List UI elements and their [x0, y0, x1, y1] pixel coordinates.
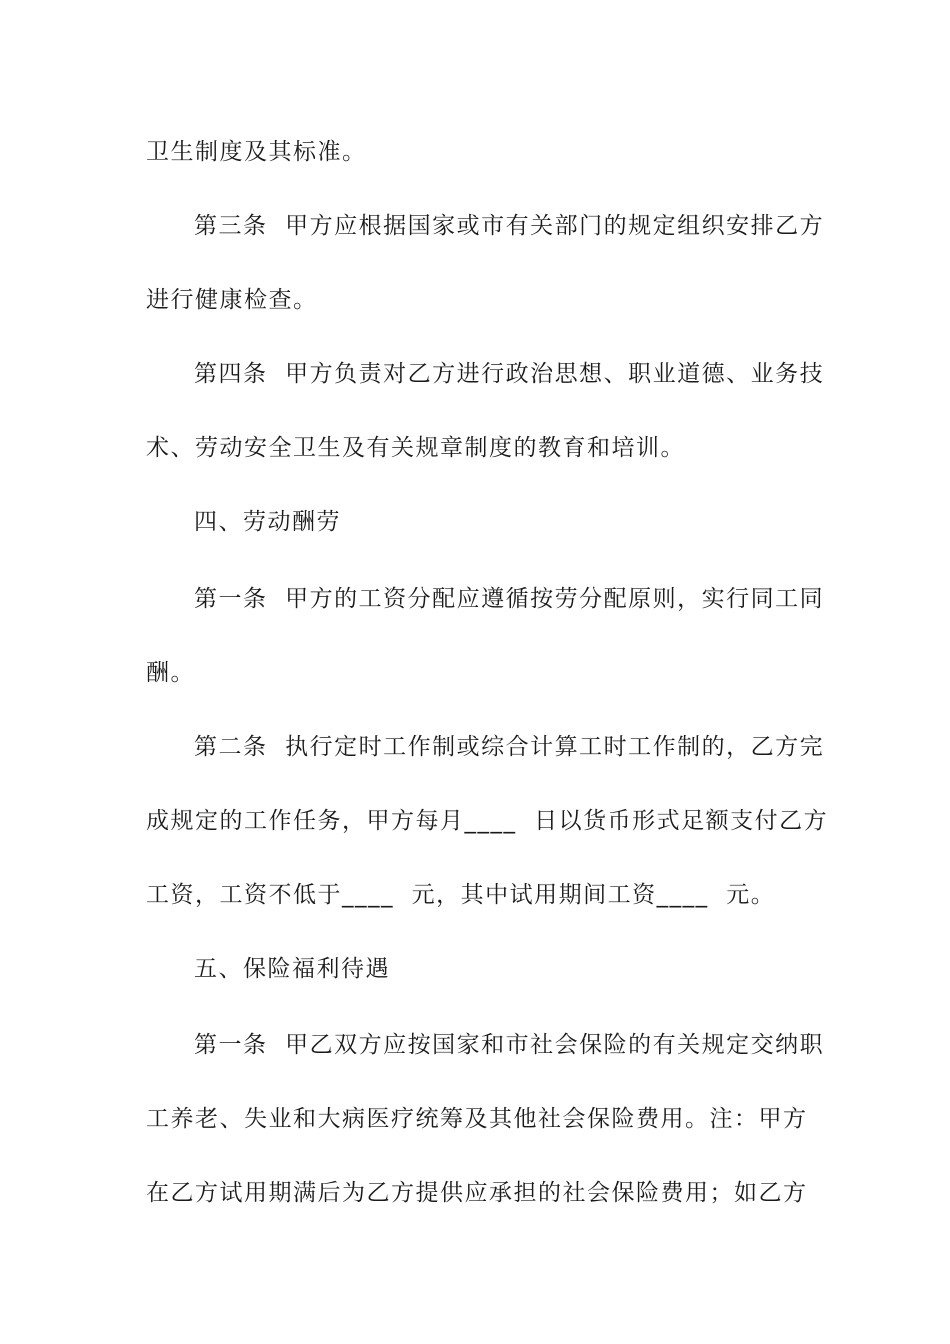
paragraph-line: 工养老、失业和大病医疗统筹及其他社会保险费用。注：甲方	[146, 1106, 808, 1132]
paragraph-line: 进行健康检查。	[146, 287, 318, 313]
article-2-line: 第二条 执行定时工作制或综合计算工时工作制的，乙方完	[194, 734, 825, 760]
paragraph-line: 酬。	[146, 660, 195, 686]
paragraph-line: 工资，工资不低于____ 元，其中试用期间工资____ 元。	[146, 882, 776, 908]
article-1-line: 第一条 甲乙双方应按国家和市社会保险的有关规定交纳职	[194, 1032, 825, 1058]
paragraph-line: 成规定的工作任务，甲方每月____ 日以货币形式足额支付乙方	[146, 808, 829, 834]
section-heading-insurance: 五、保险福利待遇	[194, 956, 390, 982]
section-heading-remuneration: 四、劳动酬劳	[194, 509, 341, 535]
article-4-line: 第四条 甲方负责对乙方进行政治思想、职业道德、业务技	[194, 361, 825, 387]
article-3-line: 第三条 甲方应根据国家或市有关部门的规定组织安排乙方	[194, 213, 825, 239]
article-1-line: 第一条 甲方的工资分配应遵循按劳分配原则，实行同工同	[194, 586, 825, 612]
paragraph-line: 卫生制度及其标准。	[146, 139, 367, 165]
paragraph-line: 术、劳动安全卫生及有关规章制度的教育和培训。	[146, 435, 685, 461]
paragraph-line: 在乙方试用期满后为乙方提供应承担的社会保险费用；如乙方	[146, 1180, 808, 1206]
